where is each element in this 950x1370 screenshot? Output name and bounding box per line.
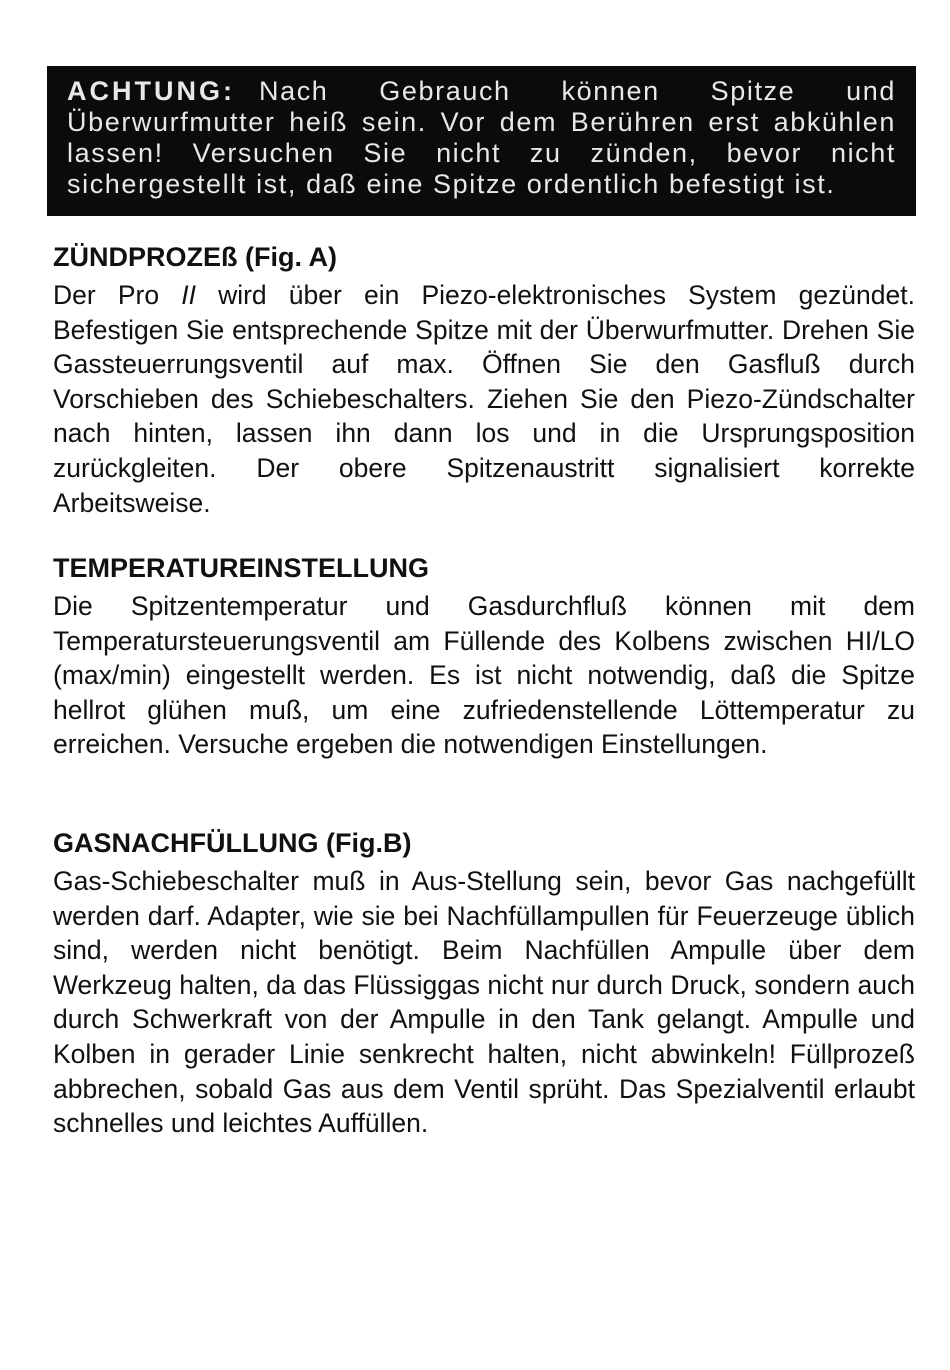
section-ignition (53, 240, 915, 520)
section-heading-gas-refill: GASNACHFÜLLUNG (Fig.B) (53, 828, 412, 858)
ignition-body-start: Der Pro (53, 280, 182, 310)
section-temperature (53, 551, 915, 762)
warning-text: Nach Gebrauch können Spitze und Überwurfmutter heiß sein. Vor dem Berühren erst abkühlen lassen! Versuchen Sie nicht zu zünden, bevor nicht sichergestellt ist, daß eine Spitze ordentlich befestigt ist. (67, 76, 896, 199)
warning-paragraph (67, 76, 896, 200)
ignition-body-rest: wird über ein Piezo-elektronisches System gezündet. Befestigen Sie entsprechende Spitze mit der Überwurfmutter. Drehen Sie Gassteuerrungsventil auf max. Öffnen Sie den Gasfluß durch Vorschieben des Schiebeschalters. Ziehen Sie den Piezo-Zündschalter nach hinten, lassen ihn dann los und in die Ursprungsposition zurückgleiten. Der obere Spitzenaustritt signalisiert korrekte Arbeitsweise. (53, 280, 915, 518)
section-body-gas-refill: Gas-Schiebeschalter muß in Aus-Stellung sein, bevor Gas nachgefüllt werden darf. Adapter, wie sie bei Nachfüllampullen für Feuerzeuge üblich sind, werden nicht benötigt. Beim Nachfüllen Ampulle über dem Werkzeug halten, da das Flüssiggas nicht nur durch Druck, sondern auch durch Schwerkraft von der Ampulle in den Tank gelangt. Ampulle und Kolben in gerader Linie senkrecht halten, nicht abwinkeln! Füllprozeß abbrechen, sobald Gas aus dem Ventil sprüht. Das Spezialventil erlaubt schnelles und leichtes Auffüllen. (53, 866, 915, 1139)
warning-label: ACHTUNG: (67, 76, 235, 106)
model-numeral: II (181, 280, 196, 310)
section-heading-ignition: ZÜNDPROZEß (Fig. A) (53, 242, 337, 272)
section-heading-temperature: TEMPERATUREINSTELLUNG (53, 553, 429, 583)
section-gas-refill (53, 826, 915, 1141)
warning-box (47, 66, 916, 216)
section-body-ignition (53, 278, 915, 520)
section-body-temperature: Die Spitzentemperatur und Gasdurchfluß können mit dem Temperatursteuerungsventil am Füllende des Kolbens zwischen HI/LO (max/min) eingestellt werden. Es ist nicht notwendig, daß die Spitze hellrot glühen muß, um eine zufriedenstellende Löttemperatur zu erreichen. Versuche ergeben die notwendigen Einstellungen. (53, 591, 915, 760)
